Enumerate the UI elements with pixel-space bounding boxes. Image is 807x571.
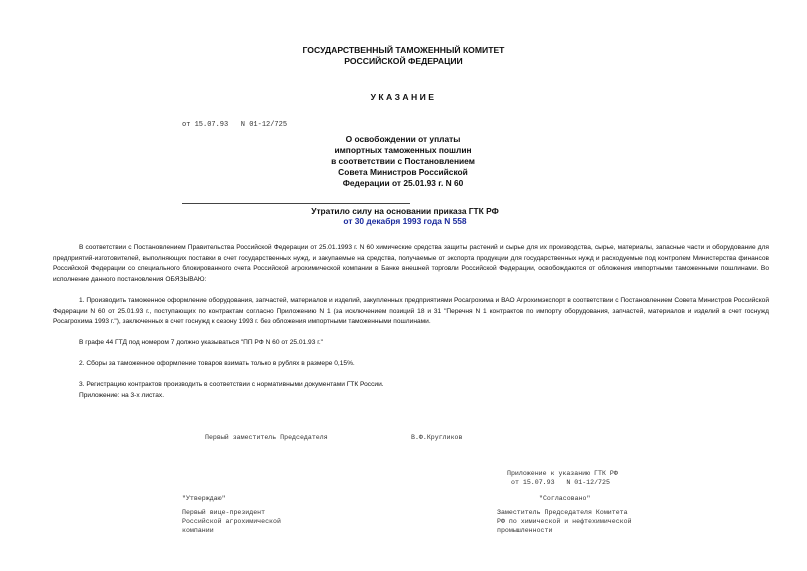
void-notice: Утратило силу на основании приказа ГТК РФ (311, 206, 499, 216)
agreed-label: "Согласовано" (539, 495, 591, 502)
approver-block: Первый вице-президент Российской агрохимической компании (182, 509, 281, 534)
document-type: УКАЗАНИЕ (370, 92, 437, 102)
attachment-note (53, 391, 769, 402)
org-name-line2: РОССИЙСКОЙ ФЕДЕРАЦИИ (344, 56, 463, 66)
item-1-note (53, 338, 769, 349)
signatory-title: Первый заместитель Председателя (205, 434, 328, 441)
issuing-organization (0, 45, 807, 67)
agreer-block: Заместитель Председателя Комитета РФ по химической и нефтехимической промышленности (497, 509, 632, 534)
appendix-date-number: от 15.07.93 N 01-12/725 (511, 479, 610, 486)
appendix-heading: Приложение к указанию ГТК РФ (507, 470, 618, 477)
subject-line: Федерации от 25.01.93 г. N 60 (342, 178, 464, 188)
subject-line: в соответствии с Постановлением (331, 156, 475, 166)
void-notice-link[interactable]: от 30 декабря 1993 года N 558 (343, 216, 467, 226)
subject-line: импортных таможенных пошлин (334, 145, 472, 155)
approved-label: "Утверждаю" (182, 495, 226, 502)
document-subject (248, 134, 558, 189)
item-3-text: 3. Регистрацию контрактов производить в соответствии с нормативными документами ГТК России. (79, 381, 384, 388)
attachment-text: Приложение: на 3-х листах. (79, 392, 165, 399)
item-3-paragraph (53, 380, 769, 391)
item-1-note-text: В графе 44 ГТД под номером 7 должно указываться "ПП РФ N 60 от 25.01.93 г." (79, 339, 323, 346)
org-name-line1: ГОСУДАРСТВЕННЫЙ ТАМОЖЕННЫЙ КОМИТЕТ (302, 45, 505, 55)
signatory-name: В.Ф.Кругликов (411, 434, 463, 441)
separator-line (182, 203, 410, 204)
item-2-text: 2. Сборы за таможенное оформление товаров взимать только в рублях в размере 0,15%. (79, 360, 355, 367)
preamble-paragraph (53, 243, 769, 285)
item-1-text: 1. Производить таможенное оформление оборудования, запчастей, материалов и изделий, закупленных предприятиями Росагрохима и ВАО Агрохимэкспорт в соответствии с Постановлением Совета Министров Российской Федерации N 60 от 25.01.93 г., поступающих по контрактам согласно Приложению N 1 (за исключением позиций 18 и 31 "Перечня N 1 контрактов по импорту оборудования, запчастей, материалов и изделий в счет госнужд Росагрохима 1993 г."), заключенных в счет госнужд к сезону 1993 г. без обложения импортными таможенными пошлинами. (53, 297, 769, 326)
preamble-text: В соответствии с Постановлением Правительства Российской Федерации от 25.01.1993 г. N 60 химические средства защиты растений и сырье для их производства, сырье, материалы, запасные части и оборудование для предприятий-изготовителей, выполняющих поставки в счет государственных нужд, и закупаемые на средства, получаемые от экспорта продукции для государственных нужд и расходуемые под контролем Министерства финансов Российской Федерации со специального блокированного счета Российской агрохимической компании в Банке внешней торговли Российской Федерации, освобождаются от обложения импортными таможенными пошлинами. Во исполнение данного постановления ОБЯЗЫВАЮ: (53, 244, 769, 283)
item-2-paragraph (53, 359, 769, 370)
document-date-number: от 15.07.93 N 01-12/725 (182, 121, 288, 129)
subject-line: О освобождении от уплаты (345, 134, 461, 144)
item-1-paragraph (53, 296, 769, 328)
subject-line: Совета Министров Российской (338, 167, 468, 177)
